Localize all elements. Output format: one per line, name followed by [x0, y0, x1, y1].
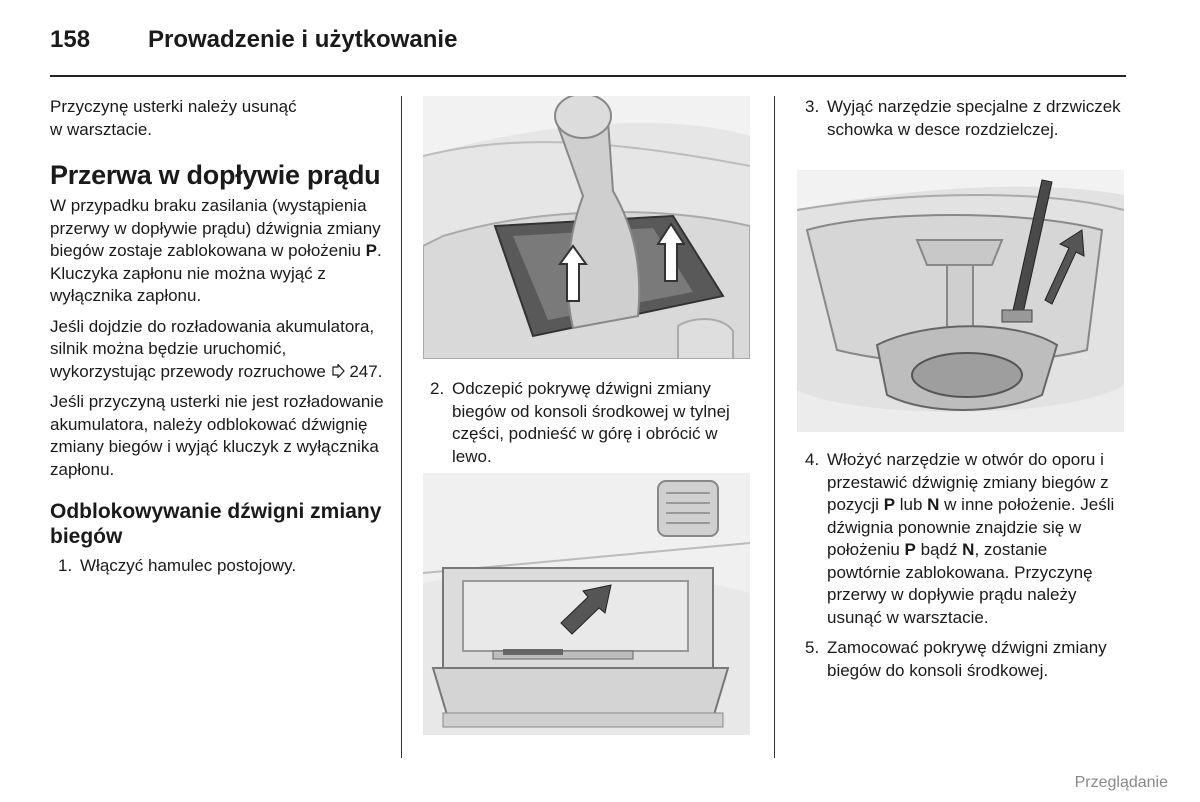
steps-list [430, 378, 760, 468]
step-number: 3. [805, 97, 820, 116]
step-text-part: lub [895, 495, 928, 514]
step-text-part: w inne położenie. Jeśli dźwignia ponownie znajdzie się w położeniu [827, 495, 1115, 559]
step-item [805, 96, 1125, 141]
header-rule [50, 75, 1126, 77]
step-item [805, 449, 1125, 629]
step-text: Odczepić pokrywę dźwigni zmiany biegów od konsoli środkowej w tylnej części, podnieść w górę i obrócić w lewo. [452, 379, 730, 466]
gear-position-p: P [904, 540, 916, 559]
gear-position-n: N [927, 495, 940, 514]
page-header-title: Prowadzenie i użytkowanie [148, 26, 458, 53]
tool-insertion-figure [797, 170, 1124, 432]
step-text-part: Włożyć narzędzie w otwór do oporu i przestawić dźwignię zmiany biegów z pozycji [827, 450, 1109, 514]
step-text: Wyjąć narzędzie specjalne z drzwiczek schowka w desce rozdzielczej. [827, 97, 1121, 139]
gear-position-p: P [365, 241, 377, 260]
gear-lever-figure [423, 96, 750, 359]
step-number: 1. [58, 556, 73, 575]
column-right-bottom [805, 449, 1125, 690]
step-number: 2. [430, 379, 445, 398]
step-item [805, 637, 1125, 682]
step-item [50, 555, 390, 578]
column-divider [401, 96, 402, 758]
column-middle-text [430, 378, 760, 476]
page-reference[interactable]: 247. [349, 361, 383, 381]
column-divider [774, 96, 775, 758]
paragraph-text: . Kluczyka zapłonu nie można wyjąć z wyłącznika zapłonu. [50, 241, 382, 305]
step-text-part: , zostanie powtórnie zablokowana. Przyczynę przerwy w dopływie prądu należy usunąć w warsztacie. [827, 540, 1093, 627]
glovebox-figure [423, 473, 750, 735]
column-right-top [805, 96, 1125, 149]
footer-navigation-label[interactable]: Przeglądanie [1074, 774, 1168, 791]
power-loss-paragraph [50, 195, 390, 308]
paragraph-text: Jeśli dojdzie do rozładowania akumulatora, silnik można będzie uruchomić, wykorzystując przewody rozruchowe [50, 316, 375, 381]
arrow-reference-icon [331, 362, 345, 381]
gear-position-n: N [962, 540, 975, 559]
sub-heading: Odblokowywanie dźwigni zmiany biegów [50, 500, 382, 548]
step-text-part: bądź [915, 540, 963, 559]
gear-position-p: P [883, 495, 896, 514]
steps-list [805, 449, 1125, 682]
steps-list [805, 96, 1125, 141]
step-number: 4. [805, 450, 820, 469]
paragraph-text: W przypadku braku zasilania (wystąpienia przerwy w dopływie prądu) dźwignia zmiany biegów zostaje zablokowana w położeniu [50, 196, 381, 260]
step-text: Zamocować pokrywę dźwigni zmiany biegów do konsoli środkowej. [827, 638, 1107, 680]
intro-paragraph [50, 96, 390, 141]
steps-list [50, 555, 390, 578]
column-left [50, 96, 390, 586]
intro-line-2: w warsztacie. [50, 119, 153, 139]
step-item [430, 378, 760, 468]
step-text [827, 449, 1125, 629]
step-text: Włączyć hamulec postojowy. [80, 556, 297, 575]
battery-paragraph [50, 316, 390, 384]
step-number: 5. [805, 638, 820, 657]
unlock-paragraph: Jeśli przyczyną usterki nie jest rozładowanie akumulatora, należy odblokować dźwignię zmiany biegów i wyjąć kluczyk z wyłącznika zapłonu. [50, 392, 384, 479]
section-heading: Przerwa w dopływie prądu [50, 160, 381, 190]
intro-line-1: Przyczynę usterki należy usunąć [50, 97, 297, 116]
page-number: 158 [50, 26, 91, 53]
